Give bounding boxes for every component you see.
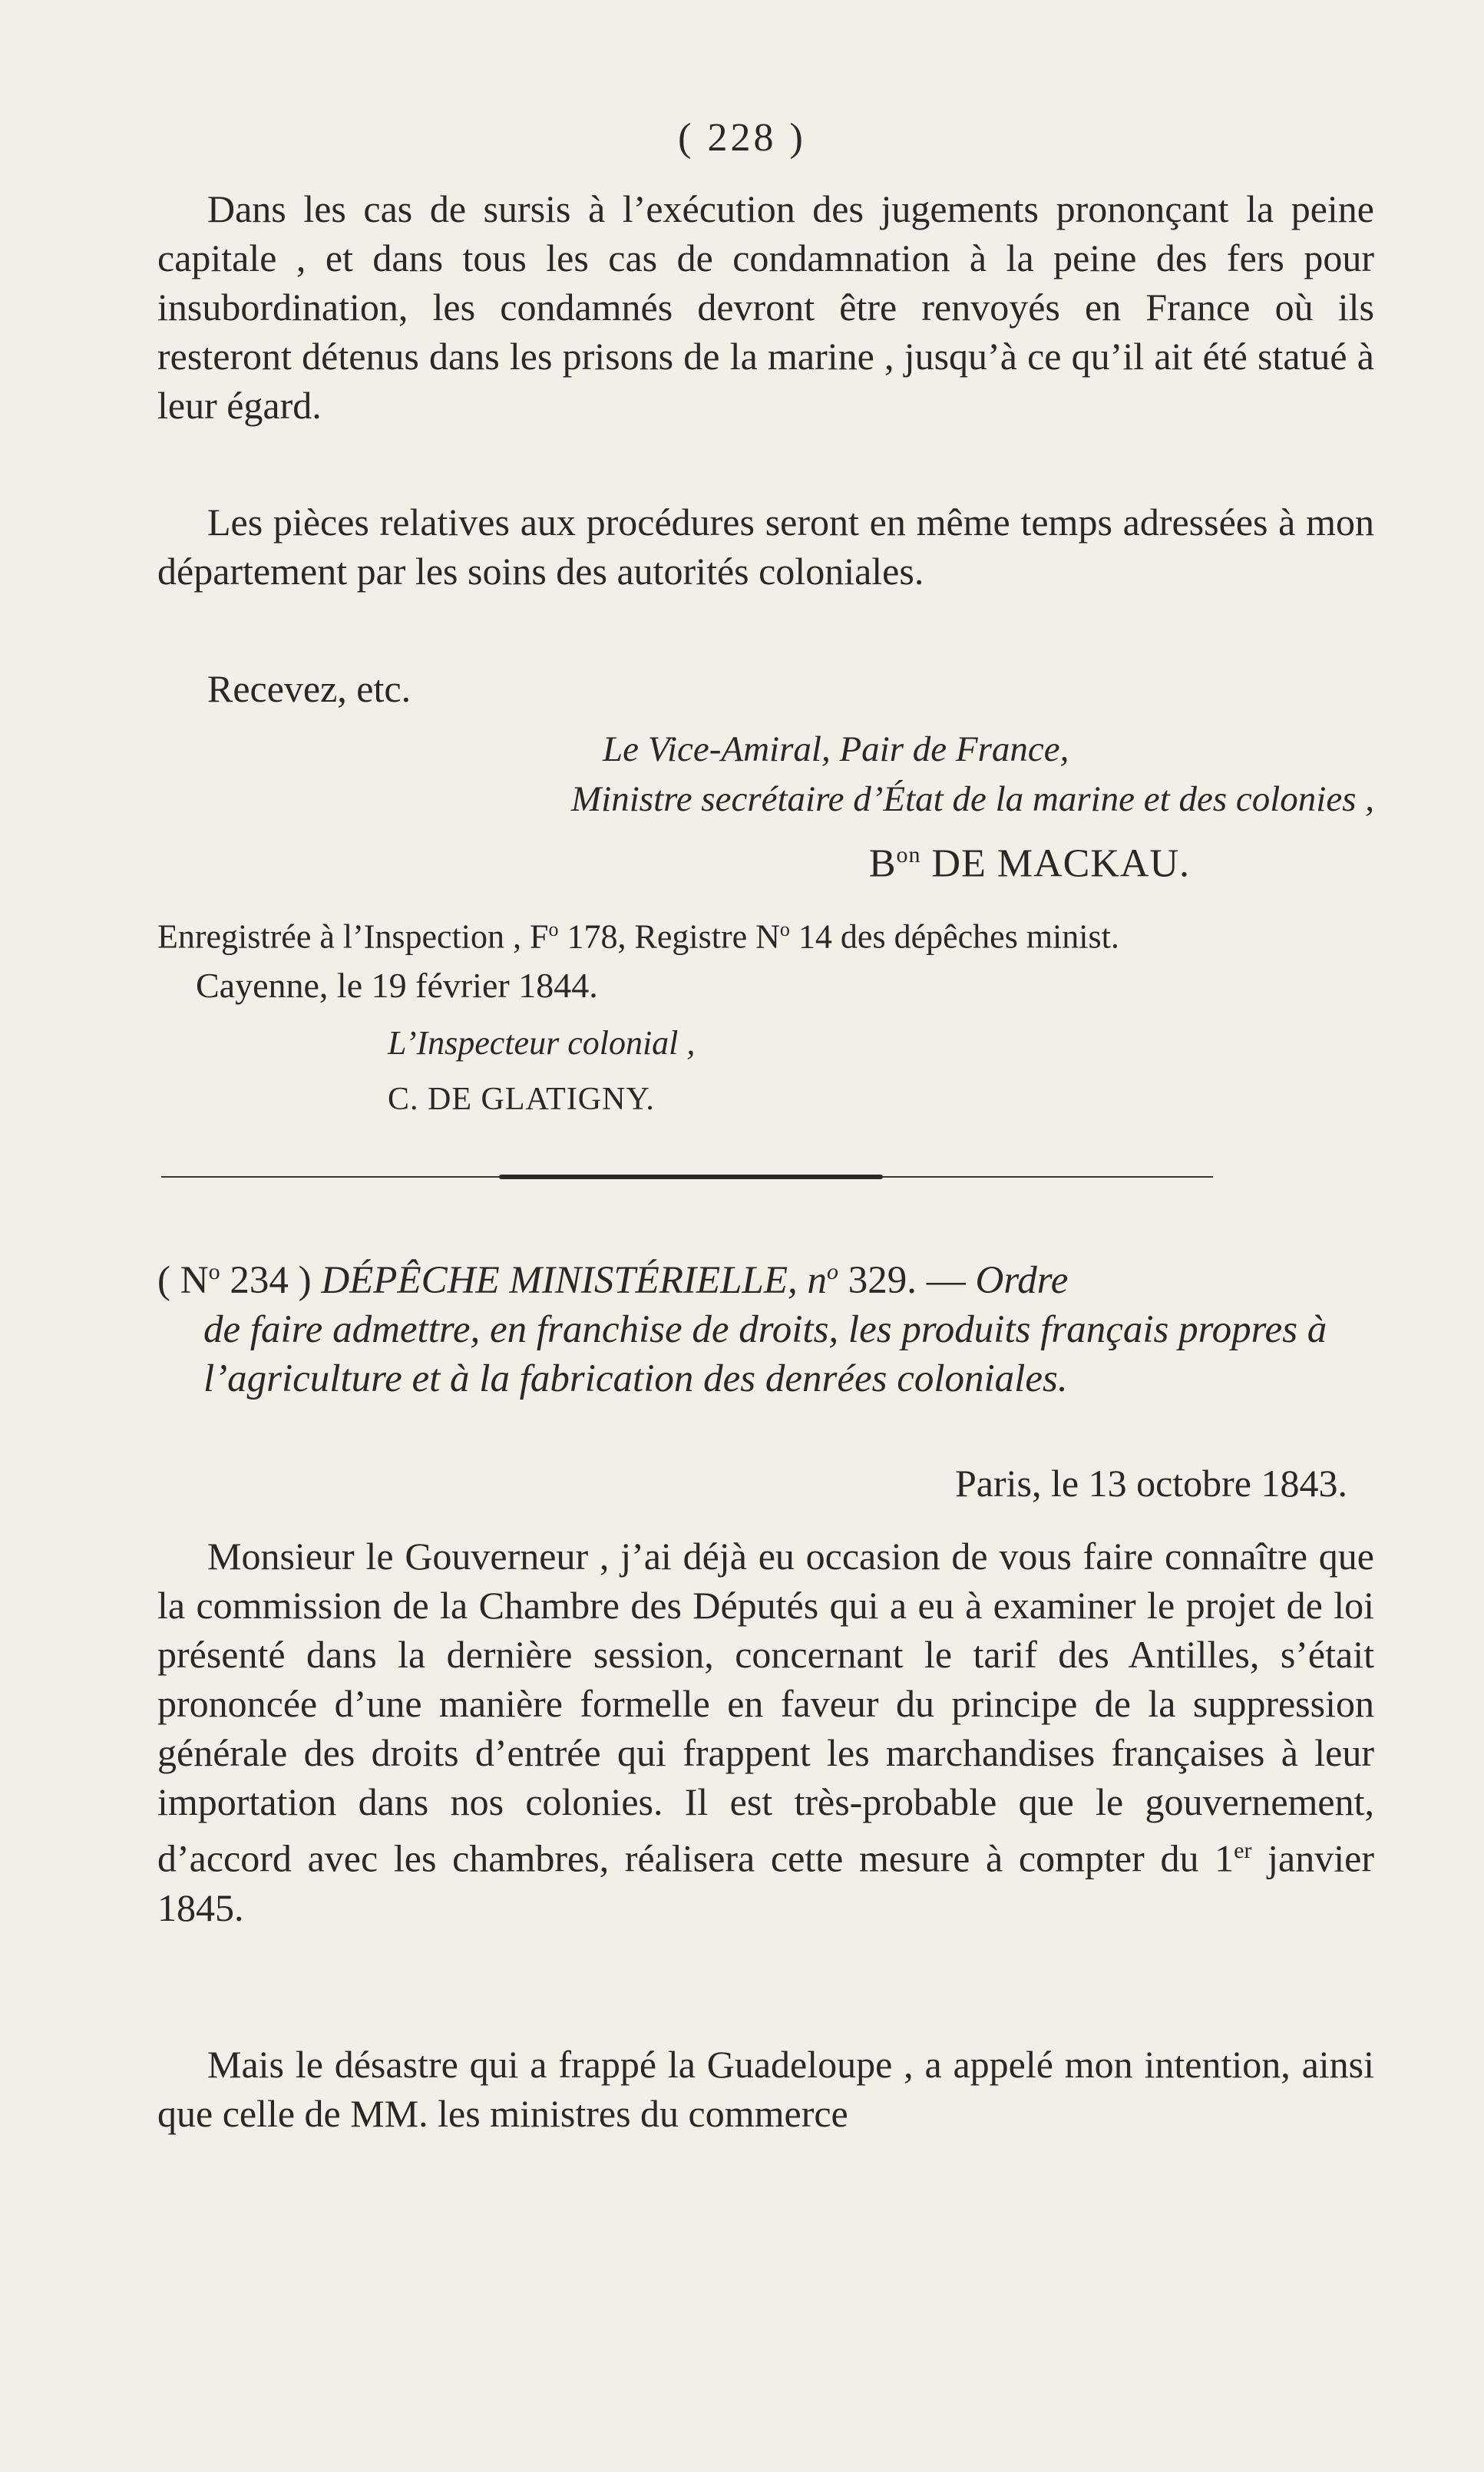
paragraph-recevez: Recevez, etc. (207, 667, 411, 710)
paragraph-sursis: Dans les cas de sursis à l’exécution des jugements prononçant la peine capitale , et dans tous les cas de condamnation à la peine des fers pour insubordination, les condamnés devront être renvoyés en France où ils resteront détenus dans les prisons de la marine , jusqu’à ce qu’il ait été statué à leur égard. (157, 187, 1374, 427)
dispatch-subject: de faire admettre, en franchise de droits, les produits français propres à l’agriculture et à la fabrication des denrées coloniales. (203, 1308, 1327, 1400)
registration-note: Enregistrée à l’Inspection , $F^o$ 178, Registre $N^o$ 14 des dépêches minist. (157, 917, 1119, 956)
paragraph-desastre: Mais le désastre qui a frappé la Guadeloupe , a appelé mon intention, ainsi que celle de MM. les ministres du commerce (157, 2043, 1374, 2135)
paragraph-pieces: Les pièces relatives aux procédures seront en même temps adressées à mon département par les soins des autorités coloniales. (157, 501, 1374, 593)
signature-office: Ministre secrétaire d’État de la marine et des colonies , (571, 779, 1374, 819)
place-date: Cayenne, le 19 février 1844. (196, 966, 598, 1005)
paragraph-gouverneur: Monsieur le Gouverneur , j’ai déjà eu occasion de vous faire connaître que la commission de la Chambre des Députés qui a eu à examiner le projet de loi présenté dans la dernière session, concernant le tarif des Antilles, s’était prononcée d’une manière formelle en faveur du principe de la suppression générale des droits d’entrée qui frappent les marchandises françaises à leur importation dans nos colonies. Il est très-probable que le gouvernement, d’accord avec les chambres, réalisera cette mesure à compter du 1er janvier 1845. (157, 1535, 1374, 1929)
signature-title: Le Vice-Amiral, Pair de France, (603, 729, 1069, 769)
section-divider (161, 1175, 1213, 1178)
dispatch-title: DÉPÊCHE MINISTÉRIELLE (321, 1259, 788, 1302)
inspector-name: C. DE GLATIGNY. (388, 1082, 655, 1117)
signature-name: $B^{on}$ DE MACKAU. (868, 841, 1190, 886)
dispatch-date: Paris, le 13 octobre 1843. (954, 1462, 1347, 1505)
page-number: ( 228 ) (678, 116, 806, 160)
dispatch-heading: ( $N^o$ 234 ) DÉPÊCHE MINISTÉRIELLE, $n^o$ 329. — Ordre de faire admettre, en franchise de droits, les produits français propres à l’agriculture et à la fabrication des denrées coloniales. (157, 1248, 1374, 1403)
inspector-title: L’Inspecteur colonial , (388, 1024, 696, 1062)
